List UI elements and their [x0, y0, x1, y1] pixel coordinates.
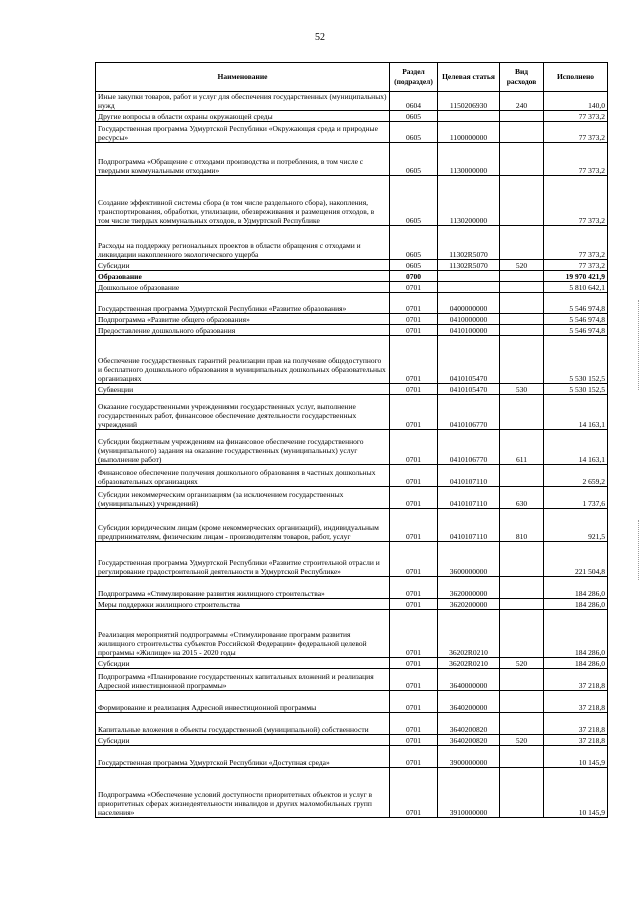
row-name: Обеспечение государственных гарантий реализации прав на получение общедоступного и бесплатного дошкольного образования в муниципальных дошкольных образовательных организациях [96, 336, 390, 384]
row-article: 0410000000 [438, 314, 500, 325]
table-row [96, 92, 608, 111]
table-row [96, 735, 608, 746]
row-section: 0701 [390, 542, 438, 577]
row-name: Подпрограмма «Обращение с отходами производства и потребления, в том числе с твердыми коммунальными отходами» [96, 143, 390, 176]
row-executed-amount: 1 737,6 [544, 487, 608, 509]
row-expense-type [500, 143, 544, 176]
row-executed-amount: 5 546 974,8 [544, 293, 608, 314]
table-header-row [96, 63, 608, 92]
row-article: 3600000000 [438, 542, 500, 577]
scan-edge-mark [636, 300, 639, 390]
row-name: Субсидии бюджетным учреждениям на финансовое обеспечение государственного (муниципального) задания на оказание государственных (муниципальных) услуг (выполнение работ) [96, 430, 390, 465]
table-row [96, 293, 608, 314]
row-section: 0701 [390, 669, 438, 691]
table-row [96, 746, 608, 768]
row-expense-type [500, 111, 544, 122]
row-article: 3640200820 [438, 735, 500, 746]
row-name: Финансовое обеспечение получения дошкольного образования в частных дошкольных образовательных организациях [96, 465, 390, 487]
row-section: 0701 [390, 314, 438, 325]
row-article: 3640200820 [438, 713, 500, 735]
row-executed-amount: 184 286,0 [544, 610, 608, 658]
table-row [96, 260, 608, 271]
row-expense-type [500, 465, 544, 487]
row-section: 0701 [390, 336, 438, 384]
header-executed: Исполнено [544, 63, 608, 92]
table-row [96, 430, 608, 465]
row-expense-type: 520 [500, 658, 544, 669]
row-section: 0700 [390, 271, 438, 282]
row-name: Государственная программа Удмуртской Республики «Доступная среда» [96, 746, 390, 768]
row-name: Подпрограмма «Развитие общего образования» [96, 314, 390, 325]
row-expense-type [500, 669, 544, 691]
row-article: 1100000000 [438, 122, 500, 143]
row-name: Дошкольное образование [96, 282, 390, 293]
row-section: 0701 [390, 658, 438, 669]
row-name: Подпрограмма «Стимулирование развития жилищного строительства» [96, 577, 390, 599]
row-name: Субвенции [96, 384, 390, 395]
row-executed-amount: 921,5 [544, 509, 608, 542]
row-name: Оказание государственными учреждениями государственных услуг, выполнение государственных работ, финансовое обеспечение деятельности государственных учреждений [96, 395, 390, 430]
row-name: Формирование и реализация Адресной инвестиционной программы [96, 691, 390, 713]
table-row [96, 599, 608, 610]
row-executed-amount: 14 163,1 [544, 430, 608, 465]
row-executed-amount: 10 145,9 [544, 768, 608, 818]
row-expense-type: 520 [500, 260, 544, 271]
row-executed-amount: 37 218,8 [544, 669, 608, 691]
row-executed-amount: 5 810 642,1 [544, 282, 608, 293]
row-section: 0701 [390, 293, 438, 314]
row-expense-type [500, 746, 544, 768]
row-name: Иные закупки товаров, работ и услуг для обеспечения государственных (муниципальных) нужд [96, 92, 390, 111]
row-section: 0701 [390, 746, 438, 768]
row-expense-type [500, 293, 544, 314]
row-section: 0605 [390, 143, 438, 176]
header-section: Раздел (подраздел) [390, 63, 438, 92]
table-row [96, 282, 608, 293]
row-section: 0701 [390, 325, 438, 336]
page-number: 52 [315, 32, 325, 43]
row-article: 0410100000 [438, 325, 500, 336]
row-executed-amount: 77 373,2 [544, 176, 608, 226]
row-article: 0410107110 [438, 487, 500, 509]
table-row [96, 768, 608, 818]
table-row [96, 465, 608, 487]
row-expense-type: 240 [500, 92, 544, 111]
row-article: 0410106770 [438, 395, 500, 430]
row-executed-amount: 77 373,2 [544, 143, 608, 176]
row-name: Образование [96, 271, 390, 282]
table-row [96, 122, 608, 143]
row-article: 0410107110 [438, 465, 500, 487]
row-name: Государственная программа Удмуртской Республики «Развитие образования» [96, 293, 390, 314]
row-section: 0605 [390, 176, 438, 226]
row-section: 0605 [390, 122, 438, 143]
row-name: Другие вопросы в области охраны окружающей среды [96, 111, 390, 122]
row-article: 1130000000 [438, 143, 500, 176]
row-executed-amount: 184 286,0 [544, 658, 608, 669]
table-row [96, 669, 608, 691]
row-expense-type: 530 [500, 384, 544, 395]
row-article: 3900000000 [438, 746, 500, 768]
row-executed-amount: 37 218,8 [544, 735, 608, 746]
table-row [96, 509, 608, 542]
row-name: Расходы на поддержку региональных проектов в области обращения с отходами и ликвидации накопленного экологического ущерба [96, 226, 390, 260]
row-expense-type: 630 [500, 487, 544, 509]
row-expense-type [500, 282, 544, 293]
row-article [438, 282, 500, 293]
table-row [96, 691, 608, 713]
row-section: 0701 [390, 713, 438, 735]
row-section: 0701 [390, 487, 438, 509]
row-article: 0410105470 [438, 336, 500, 384]
row-article: 0410106770 [438, 430, 500, 465]
row-section: 0701 [390, 691, 438, 713]
row-name: Создание эффективной системы сбора (в том числе раздельного сбора), накопления, транспортирования, обработки, утилизации, обезвреживания и размещения отходов, в том числе твердых коммунальных отходов, в Удмуртской Республике [96, 176, 390, 226]
row-executed-amount: 221 504,8 [544, 542, 608, 577]
row-executed-amount: 5 546 974,8 [544, 314, 608, 325]
row-article: 1130200000 [438, 176, 500, 226]
row-expense-type [500, 122, 544, 143]
row-section: 0701 [390, 509, 438, 542]
row-executed-amount: 19 970 421,9 [544, 271, 608, 282]
row-article: 11302R5070 [438, 226, 500, 260]
row-executed-amount: 2 659,2 [544, 465, 608, 487]
row-expense-type [500, 610, 544, 658]
row-article: 11302R5070 [438, 260, 500, 271]
row-expense-type [500, 395, 544, 430]
row-name: Государственная программа Удмуртской Республики «Окружающая среда и природные ресурсы» [96, 122, 390, 143]
row-expense-type [500, 226, 544, 260]
row-expense-type [500, 176, 544, 226]
row-section: 0605 [390, 111, 438, 122]
row-name: Реализация мероприятий подпрограммы «Стимулирование программ развития жилищного строительства субъектов Российской Федерации» федеральной целевой программы «Жилище» на 2015 - 2020 годы [96, 610, 390, 658]
table-row [96, 271, 608, 282]
row-executed-amount: 77 373,2 [544, 122, 608, 143]
table-row [96, 658, 608, 669]
row-executed-amount: 10 145,9 [544, 746, 608, 768]
row-article: 3620000000 [438, 577, 500, 599]
table-row [96, 314, 608, 325]
row-section: 0604 [390, 92, 438, 111]
row-expense-type [500, 325, 544, 336]
row-expense-type: 810 [500, 509, 544, 542]
row-executed-amount: 14 163,1 [544, 395, 608, 430]
row-name: Субсидии юридическим лицам (кроме некоммерческих организаций), индивидуальным предпринимателям, физическим лицам - производителям товаров, работ, услуг [96, 509, 390, 542]
row-executed-amount: 37 218,8 [544, 713, 608, 735]
row-section: 0701 [390, 735, 438, 746]
table-row [96, 384, 608, 395]
row-article: 3910000000 [438, 768, 500, 818]
header-expense-type: Вид расходов [500, 63, 544, 92]
table-row [96, 336, 608, 384]
row-name: Субсидии [96, 260, 390, 271]
row-name: Меры поддержки жилищного строительства [96, 599, 390, 610]
table-row [96, 577, 608, 599]
row-section: 0701 [390, 768, 438, 818]
row-expense-type: 611 [500, 430, 544, 465]
row-executed-amount: 5 530 152,5 [544, 384, 608, 395]
row-article: 0410105470 [438, 384, 500, 395]
table-row [96, 487, 608, 509]
table-row [96, 111, 608, 122]
row-expense-type: 520 [500, 735, 544, 746]
table-row [96, 610, 608, 658]
row-section: 0701 [390, 465, 438, 487]
row-article [438, 111, 500, 122]
row-expense-type [500, 599, 544, 610]
row-section: 0701 [390, 599, 438, 610]
row-article: 36202R0210 [438, 658, 500, 669]
row-executed-amount: 184 286,0 [544, 577, 608, 599]
row-name: Субсидии некоммерческим организациям (за исключением государственных (муниципальных) учреждений) [96, 487, 390, 509]
row-expense-type [500, 691, 544, 713]
row-article: 3640200000 [438, 691, 500, 713]
row-executed-amount: 77 373,2 [544, 226, 608, 260]
row-section: 0701 [390, 577, 438, 599]
row-article: 0410107110 [438, 509, 500, 542]
row-article: 1150206930 [438, 92, 500, 111]
scan-edge-mark [636, 520, 639, 580]
row-expense-type [500, 271, 544, 282]
row-executed-amount: 77 373,2 [544, 111, 608, 122]
row-expense-type [500, 577, 544, 599]
row-executed-amount: 5 530 152,5 [544, 336, 608, 384]
row-expense-type [500, 542, 544, 577]
row-name: Субсидии [96, 658, 390, 669]
row-section: 0701 [390, 430, 438, 465]
row-name: Субсидии [96, 735, 390, 746]
row-expense-type [500, 768, 544, 818]
row-executed-amount: 184 286,0 [544, 599, 608, 610]
table-row [96, 713, 608, 735]
row-name: Предоставление дошкольного образования [96, 325, 390, 336]
row-executed-amount: 77 373,2 [544, 260, 608, 271]
row-name: Подпрограмма «Планирование государственных капитальных вложений и реализация Адресной инвестиционной программы» [96, 669, 390, 691]
row-executed-amount: 5 546 974,8 [544, 325, 608, 336]
header-name: Наименование [96, 63, 390, 92]
table-row [96, 143, 608, 176]
row-article: 3620200000 [438, 599, 500, 610]
row-article: 3640000000 [438, 669, 500, 691]
row-expense-type [500, 336, 544, 384]
table-row [96, 226, 608, 260]
table-row [96, 176, 608, 226]
row-executed-amount: 37 218,8 [544, 691, 608, 713]
row-expense-type [500, 713, 544, 735]
row-name: Государственная программа Удмуртской Республики «Развитие строительной отрасли и регулирование градостроительной деятельности в Удмуртской Республике» [96, 542, 390, 577]
row-name: Подпрограмма «Обеспечение условий доступности приоритетных объектов и услуг в приоритетных сферах жизнедеятельности инвалидов и других маломобильных групп населения» [96, 768, 390, 818]
row-article: 0400000000 [438, 293, 500, 314]
row-section: 0701 [390, 610, 438, 658]
row-article: 36202R0210 [438, 610, 500, 658]
table-body [96, 92, 608, 818]
row-section: 0701 [390, 395, 438, 430]
row-section: 0701 [390, 384, 438, 395]
row-article [438, 271, 500, 282]
row-expense-type [500, 314, 544, 325]
row-section: 0605 [390, 226, 438, 260]
row-section: 0605 [390, 260, 438, 271]
budget-table [95, 62, 608, 818]
table-row [96, 325, 608, 336]
row-executed-amount: 140,0 [544, 92, 608, 111]
row-name: Капитальные вложения в объекты государственной (муниципальной) собственности [96, 713, 390, 735]
header-article: Целевая статья [438, 63, 500, 92]
table-row [96, 542, 608, 577]
row-section: 0701 [390, 282, 438, 293]
table-row [96, 395, 608, 430]
